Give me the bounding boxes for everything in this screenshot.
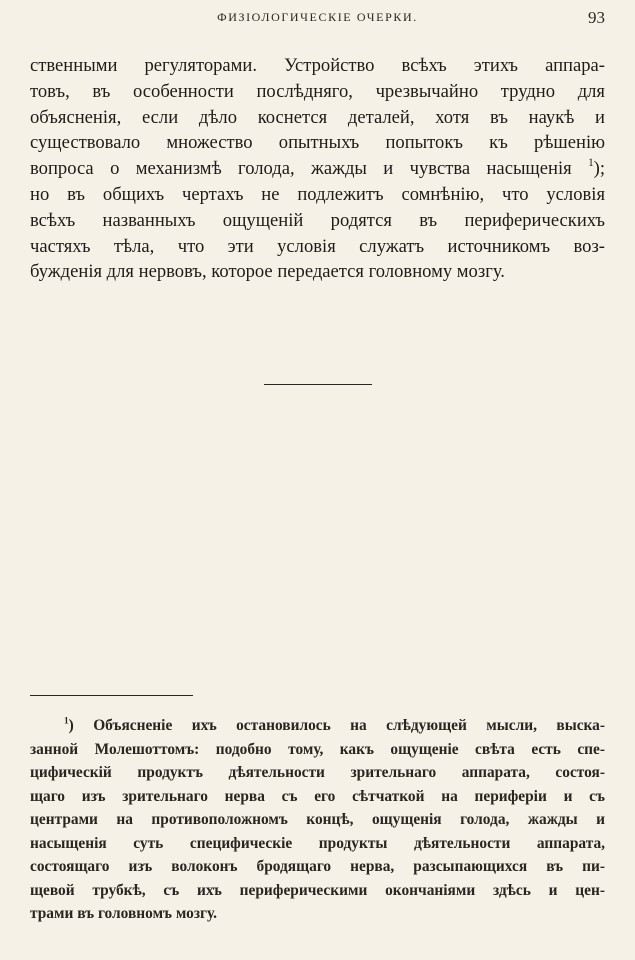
footnote-line-text: ) Объясненiе ихъ остановилось на слѣдующей мысли, выска- <box>68 717 605 734</box>
body-line-tail: ); <box>593 158 605 180</box>
page-number: 93 <box>588 8 605 27</box>
body-line-with-footnote-ref <box>30 156 605 182</box>
body-line: товъ, въ особенности послѣдняго, чрезвычайно трудно для <box>30 80 605 102</box>
body-paragraph <box>30 53 605 285</box>
footnote-marker: 1 <box>64 715 69 726</box>
body-line: объясненiя, если дѣло коснется деталей, хотя въ наукѣ и <box>30 106 605 128</box>
body-line: бужденiя для нервовъ, которое передается головному мозгу. <box>30 261 505 283</box>
footnote-line: состоящаго изъ волоконъ бродящаго нерва, разсыпающихся въ пи- <box>30 858 605 875</box>
footnote-line: насыщенiя суть специфическiе продукты дѣятельности аппарата, <box>30 834 605 852</box>
footnote-line: щаго изъ зрительнаго нерва съ его сѣтчаткой на периферiи и съ <box>30 787 605 805</box>
body-line: всѣхъ названныхъ ощущенiй родятся въ периферическихъ <box>30 209 605 231</box>
running-header <box>30 8 605 30</box>
body-line: но въ общихъ чертахъ не подлежитъ сомнѣнiю, что условiя <box>30 183 605 205</box>
body-line: существовало множество опытныхъ попытокъ къ рѣшенiю <box>30 132 605 154</box>
footnote-line: центрами на противоположномъ концѣ, ощущенiя голода, жажды и <box>30 811 605 828</box>
footnote-reference: 1 <box>588 157 594 170</box>
footnote-line: трами въ головномъ мозгу. <box>30 905 218 922</box>
footnote-line <box>30 714 605 738</box>
footnote <box>30 714 605 926</box>
body-line: ственными регуляторами. Устройство всѣхъ этихъ аппара- <box>30 55 605 76</box>
running-title: ФИЗIОЛОГИЧЕСКIЕ ОЧЕРКИ. <box>217 10 418 24</box>
footnote-line: цифическiй продуктъ дѣятельности зрительнаго аппарата, состоя- <box>30 764 605 781</box>
section-end-rule <box>264 384 372 385</box>
footnote-line: щевой трубкѣ, съ ихъ периферическими окончанiями здѣсь и цен- <box>30 881 605 899</box>
body-line: частяхъ тѣла, что эти условiя служатъ источникомъ воз- <box>30 235 605 257</box>
footnote-separator <box>30 695 193 696</box>
body-line-text: вопроса о механизмѣ голода, жажды и чувства насыщенiя <box>30 158 572 180</box>
footnote-line: занной Молешоттомъ: подобно тому, какъ ощущенiе свѣта есть спе- <box>30 740 605 758</box>
